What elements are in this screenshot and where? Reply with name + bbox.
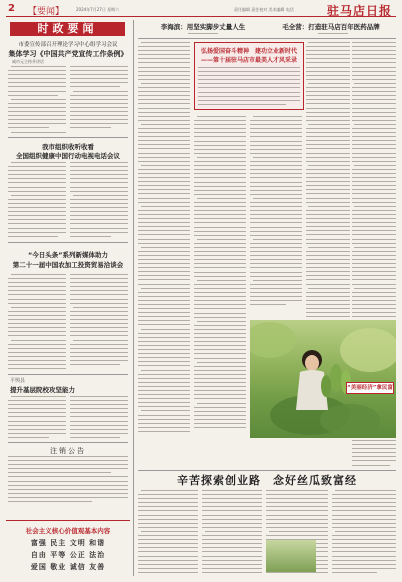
notice-body [8,456,128,504]
a1-body-2 [70,66,128,134]
photo-caption [352,440,396,470]
right-top-byline [318,33,348,34]
bottom-col-4 [332,490,396,576]
feature-badge: “美丽经济”拿民富 [346,382,394,394]
section-banner: 时政要闻 [10,22,125,36]
a1-subtitle: 集体学习《中国共产党宣传工作条例》 [8,50,128,58]
a4-body [8,396,66,440]
story-col-3 [250,116,302,316]
editor-info: 责任编辑 责任校对 美术编辑 电话 [234,7,294,12]
right-top-title: 毛全营：打造驻马店百年医药品牌 [282,23,380,31]
feature-photo [250,320,396,438]
a2-title: 我市组织收听收看 [42,143,94,151]
story-col-1 [138,42,190,432]
a1-kicker: 威市元主持并讲话 [12,59,44,64]
core-values-box [6,523,130,575]
a3-subtitle: 第二十一届中国农加工投资贸易洽谈会 [12,261,124,269]
core-values-row-3: 爱国 敬业 诚信 友善 [30,563,106,571]
notice-title: 注销公告 [50,447,86,455]
bottom-col-2 [202,490,262,576]
feature-box-title-2: ——第十届驻马店市最美人才风采录 [200,57,297,64]
a2-body-2 [70,162,128,240]
a3-body [8,274,66,372]
center-top-title: 李海滨：用坚实脚步丈量人生 [160,23,246,31]
core-values-row-2: 自由 平等 公正 法治 [30,551,106,559]
issue-date: 2024年7月27日 星期六 [76,7,120,12]
story-col-4 [306,42,350,322]
a3-title: “今日头条”系列新媒体助力 [27,251,109,259]
core-values-row-1: 富强 民主 文明 和谐 [30,539,106,547]
a1-body [8,66,66,134]
bottom-small-photo [266,540,316,572]
center-top-byline [188,33,218,34]
feature-box-title-1: 弘扬爱国奋斗精神 建功立业新时代 [200,48,297,55]
bottom-col-1 [138,490,198,576]
story-col-2 [194,116,246,430]
a4-kicker: 平舆县 [10,378,26,384]
newspaper-logo: 驻马店日报 [326,4,392,18]
section-name: 【要闻】 [28,7,65,17]
a2-body [8,162,66,240]
a2-subtitle: 全国组织健康中国行动电视电话会议 [16,152,120,160]
feature-box-text [198,67,300,107]
story-col-5 [352,42,396,322]
a1-title: 市委宣传部召开理论学习中心组学习会议 [18,42,118,48]
a4-title: 提升基层院校攻坚能力 [10,386,75,394]
page-number: 2 [8,3,15,14]
a4-body-2 [70,396,128,440]
bottom-title: 辛苦探索创业路 念好丝瓜致富经 [177,474,357,487]
page-header [6,3,396,17]
a3-body-2 [70,274,128,372]
core-values-title: 社会主义核心价值观基本内容 [25,527,111,535]
